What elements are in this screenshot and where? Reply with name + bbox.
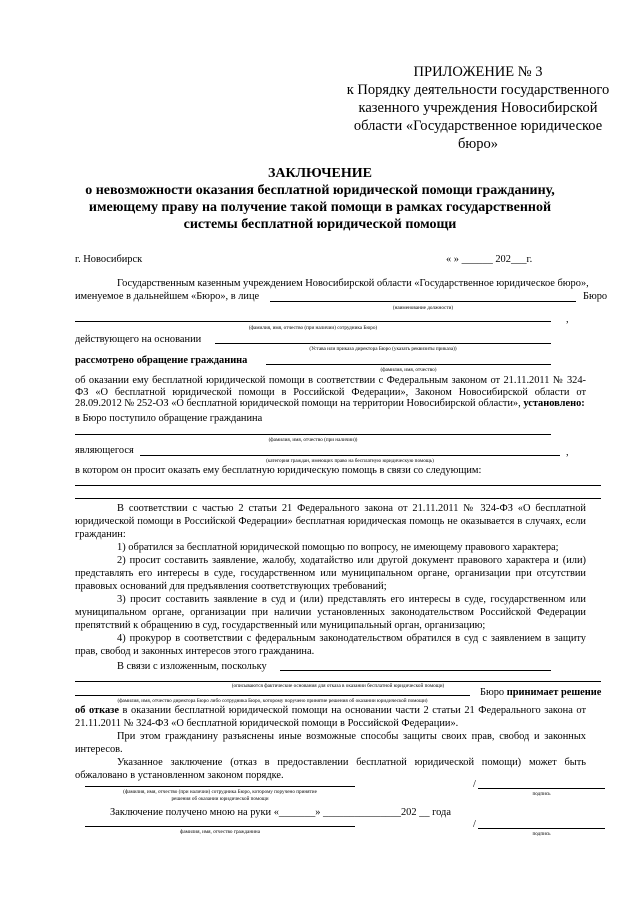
intro-line-2: именуемое в дальнейшем «Бюро», в лице (75, 291, 260, 302)
hint-signer-2: решения об оказании юридической помощи (171, 796, 269, 802)
reviewed-label: рассмотрено обращение гражданина (75, 355, 248, 366)
received-label: в Бюро поступило обращение гражданина (75, 413, 263, 424)
appendix-title: ПРИЛОЖЕНИЕ № 3 (413, 64, 543, 80)
date-field: « » ______ 202___г. (446, 254, 533, 265)
because-underline (280, 670, 551, 671)
position-underline (270, 301, 576, 302)
hint-position: (наименование должности) (392, 305, 454, 311)
intro-bureau: Бюро (583, 291, 608, 302)
request-text: в котором он просит оказать ему бесплатную юридическую помощь в связи со следующим: (75, 465, 482, 476)
hint-signer-1: (фамилия, имя, отчество (при наличии) сотрудника Бюро, которому поручено принятие (123, 789, 317, 795)
document-subtitle-2: имеющему праву на получение такой помощи в рамках государственной (88, 200, 552, 215)
hint-category: (категория граждан, имеющих право на бесплатную юридическую помощь) (266, 458, 434, 464)
hint-person: (фамилия, имя, отчество директора Бюро либо сотрудника Бюро, которому поручено принятие решения об оказании юридической помощи) (117, 698, 428, 704)
signature-underline-1 (478, 788, 605, 789)
decision-line (480, 686, 601, 699)
because-label: В связи с изложенным, поскольку (117, 661, 267, 672)
citizen-name-underline (85, 826, 355, 827)
hint-employee: (фамилия, имя, отчество (при наличии) сотрудника Бюро) (248, 325, 378, 331)
signer-name-underline (85, 786, 355, 787)
comma: , (566, 314, 569, 325)
hint-citizen-name: фамилия, имя, отчество гражданина (180, 829, 260, 835)
document-title: ЗАКЛЮЧЕНИЕ (267, 166, 373, 181)
employee-underline (75, 321, 551, 322)
appendix-block (332, 63, 624, 153)
decision-prefix: Бюро (480, 687, 505, 698)
appendix-line-1: к Порядку деятельности государственного (346, 82, 610, 98)
document-subtitle-3: системы бесплатной юридической помощи (183, 217, 457, 232)
intro-line-1: Государственным казенным учреждением Новосибирской области «Государственное юридическое бюро», (117, 278, 589, 289)
hint-basis: (Устава или приказа директора Бюро (указать реквизиты приказа)) (309, 346, 457, 352)
reason-underline-2 (75, 498, 601, 499)
hint-applicant: (фамилия, имя, отчество (при наличии)) (268, 437, 358, 443)
document-subtitle-1: о невозможности оказания бесплатной юридической помощи гражданину, (85, 183, 555, 198)
item-1: 1) обратился за бесплатной юридической помощью по вопросу, не имеющему правового характера; (117, 542, 559, 553)
comma-2: , (566, 447, 569, 458)
hint-signature-1: подпись (532, 791, 551, 797)
article-paragraph: В соответствии с частью 2 статьи 21 Федерального закона от 21.11.2011 № 324-ФЗ «О бесплатной юридической помощи в Российской Федерации» бесплатная юридическая помощь не оказывается в случаях, если гражданин: (75, 503, 586, 541)
law-text: об оказании ему бесплатной юридической помощи в соответствии с Федеральным законом от 21.11.2011 № 324-ФЗ «О бесплатной юридической помощи в Российской Федерации», Законом Новосибирской области от 28.09.2012 № 252-ОЗ «О бесплатной юридической помощи на территории Новосибирской области», (75, 375, 586, 410)
signature-underline-2 (478, 828, 605, 829)
item-2: 2) просит составить заявление, жалобу, ходатайство или другой документ правового характера и (или) представлять его интересы в суде, государственном или муниципальном органе, организации при отсутствии правовых оснований для предъявления соответствующих требований; (75, 555, 586, 593)
signature-slash-1: / (473, 779, 476, 790)
signature-slash-2: / (473, 819, 476, 830)
established-label: установлено: (523, 398, 585, 410)
refusal-text: в оказании бесплатной юридической помощи на основании части 2 статьи 21 Федерального закона от 21.11.2011 № 324-ФЗ «О бесплатной юридической помощи в Российской Федерации». (75, 705, 586, 730)
hint-signature-2: подпись (532, 831, 551, 837)
appendix-line-4: бюро» (458, 136, 498, 152)
refusal-label: об отказе (75, 705, 119, 716)
decision-label: принимает решение (506, 687, 602, 698)
appeal-paragraph: Указанное заключение (отказ в предоставлении бесплатной юридической помощи) может быть обжаловано в установленном законом порядке. (75, 757, 586, 782)
acting-on: действующего на основании (75, 334, 202, 345)
hint-reasons: (описываются фактические основания для отказа в оказании бесплатной юридической помощи) (231, 683, 445, 689)
item-4: 4) прокурор в соответствии с федеральным законодательством обратился в суд с заявлением в защиту прав, свобод и законных интересов этого гражданина. (75, 633, 586, 658)
basis-underline (215, 343, 551, 344)
reason-underline-1 (75, 485, 601, 486)
citizen-underline (266, 364, 551, 365)
refusal-paragraph (75, 704, 586, 730)
received-statement: Заключение получено мною на руки «_______» _______________202 __ года (110, 807, 451, 818)
appendix-line-2: казенного учреждения Новосибирской (358, 100, 598, 116)
being-label: являющегося (75, 445, 134, 456)
applicant-underline (75, 434, 551, 435)
explained-paragraph: При этом гражданину разъяснены иные возможные способы защиты своих прав, свобод и законных интересов. (75, 731, 586, 756)
decision-maker-underline (75, 695, 470, 696)
category-underline (140, 455, 560, 456)
appendix-line-3: области «Государственное юридическое (353, 118, 603, 134)
city: г. Новосибирск (75, 254, 143, 265)
hint-citizen: (фамилия, имя, отчество) (380, 367, 437, 373)
law-paragraph (75, 375, 586, 410)
grounds-underline (75, 681, 601, 682)
item-3: 3) просит составить заявление в суд и (или) представлять его интересы в суде, государственном или муниципальном органе, организации при наличии установленных законодательством Российской Федерации препятствий к обращению в суд, государственный или муниципальный орган, организацию; (75, 594, 586, 632)
